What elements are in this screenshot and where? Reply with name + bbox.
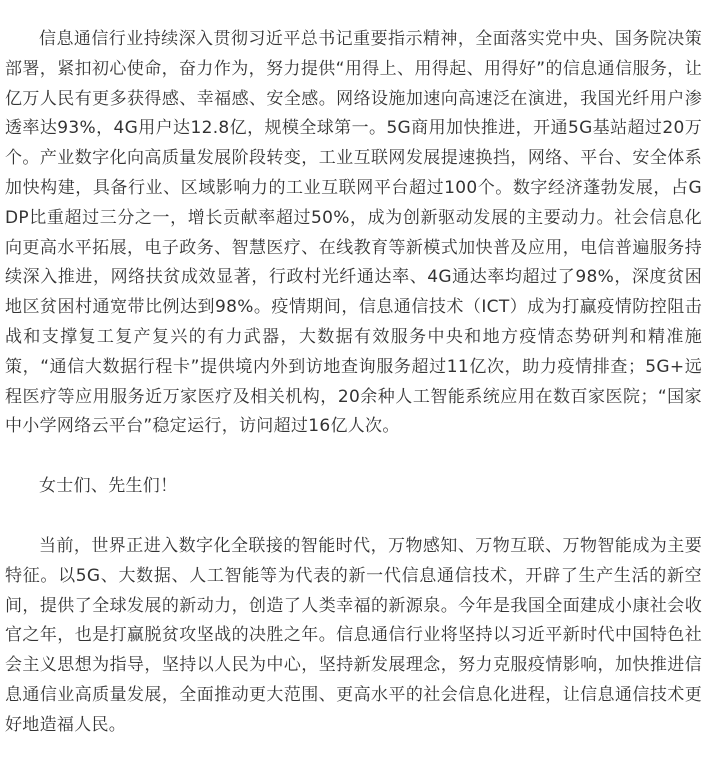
paragraph-salutation: 女士们、先生们！ xyxy=(39,476,178,497)
paragraph-outlook: 当前，世界正进入数字化全联接的智能时代，万物感知、万物互联、万物智能成为主要特征。以5G、大数据、人工智能等为代表的新一代信息通信技术，开辟了生产生活的新空间，提供了全球发展的新动力，创造了人类幸福的新源泉。今年是我国全面建成小康社会收官之年，也是打赢脱贫攻坚战的决胜之年。信息通信行业将坚持以习近平新时代中国特色社会主义思想为指导，坚持以人民为中心，坚持新发展理念，努力克服疫情影响，加快推进信息通信业高质量发展，全面推动更大范围、更高水平的社会信息化进程，让信息通信技术更好地造福人民。 xyxy=(5,535,702,735)
article-body xyxy=(5,25,702,741)
paragraph-ict-achievements: 信息通信行业持续深入贯彻习近平总书记重要指示精神，全面落实党中央、国务院决策部署，紧扣初心使命，奋力作为，努力提供“用得上、用得起、用得好”的信息通信服务，让亿万人民有更多获得感、幸福感、安全感。网络设施加速向高速泛在演进，我国光纤用户渗透率达93%，4G用户达12.8亿，规模全球第一。5G商用加快推进，开通5G基站超过20万个。产业数字化向高质量发展阶段转变，工业互联网发展提速换挡，网络、平台、安全体系加快构建，具备行业、区域影响力的工业互联网平台超过100个。数字经济蓬勃发展，占GDP比重超过三分之一，增长贡献率超过50%，成为创新驱动发展的主要动力。社会信息化向更高水平拓展，电子政务、智慧医疗、在线教育等新模式加快普及应用，电信普遍服务持续深入推进，网络扶贫成效显著，行政村光纤通达率、4G通达率均超过了98%，深度贫困地区贫困村通宽带比例达到98%。疫情期间，信息通信技术（ICT）成为打赢疫情防控阻击战和支撑复工复产复兴的有力武器，大数据有效服务中央和地方疫情态势研判和精准施策，“通信大数据行程卡”提供境内外到访地查询服务超过11亿次，助力疫情排查；5G+远程医疗等应用服务近万家医疗及相关机构，20余种人工智能系统应用在数百家医院；“国家中小学网络云平台”稳定运行，访问超过16亿人次。 xyxy=(5,29,703,437)
